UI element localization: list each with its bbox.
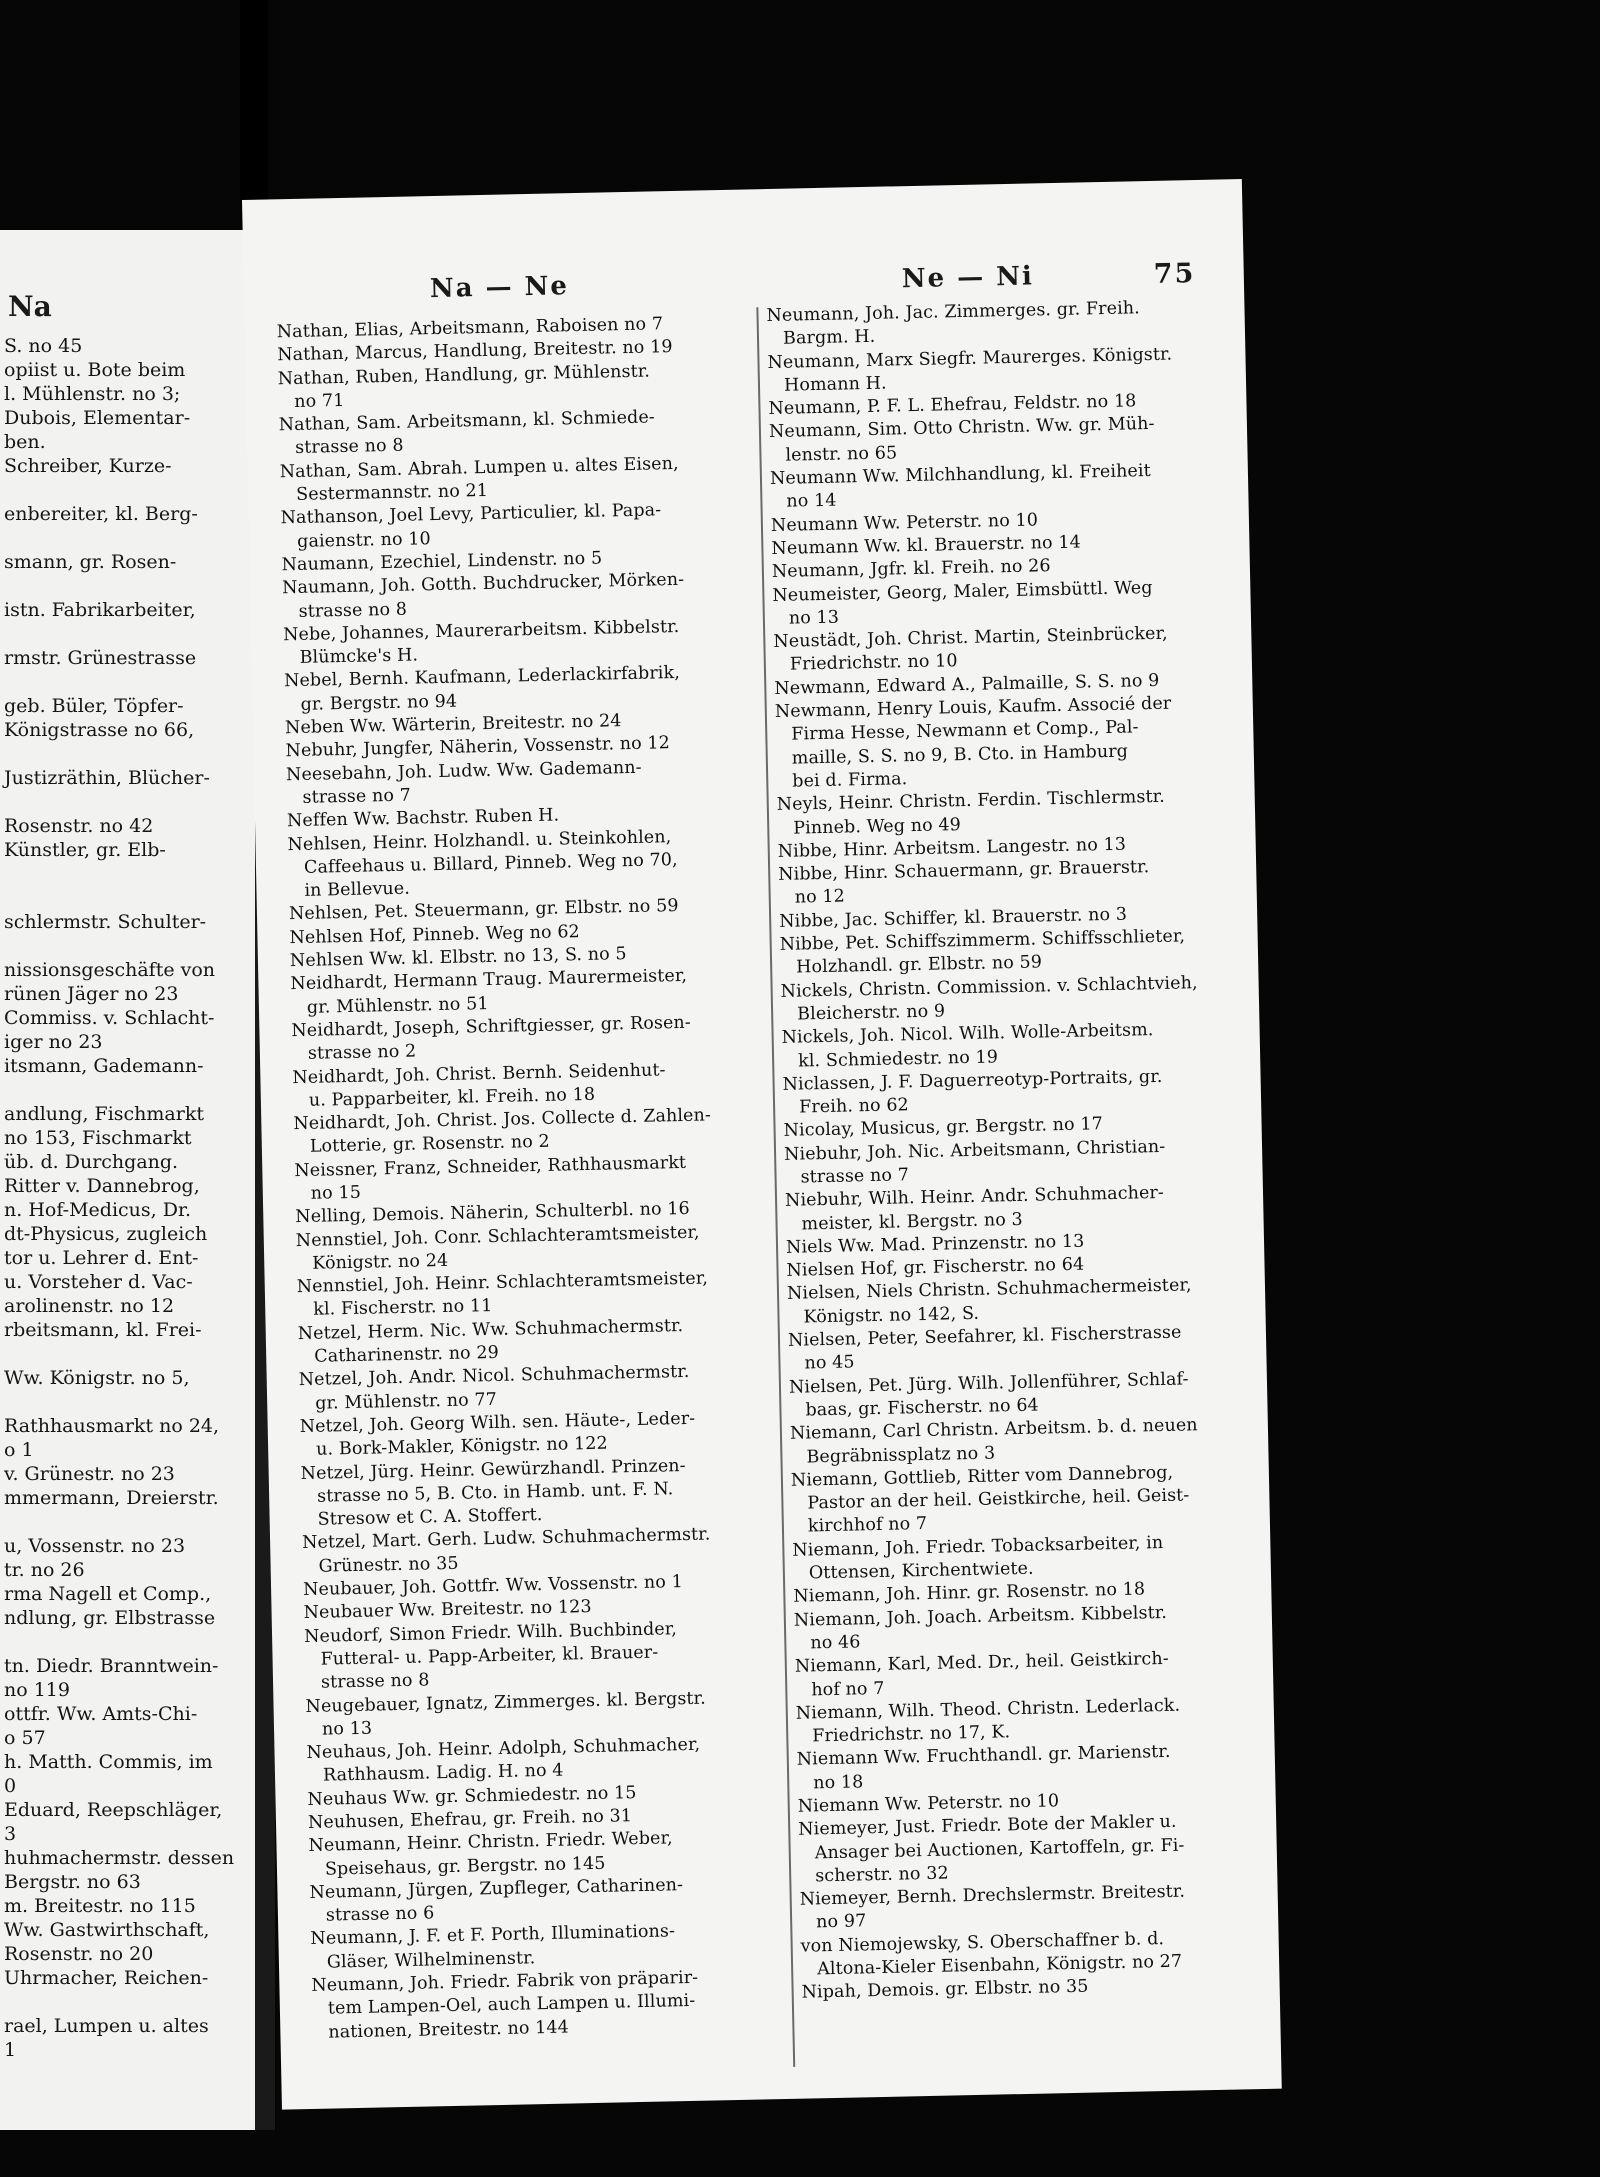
entry-line: S. no 45 (4, 335, 83, 357)
entry-line: Pinneb. Weg no 49 (793, 814, 962, 839)
entry-line: Neffen Ww. Bachstr. Ruben H. (286, 805, 560, 832)
entry-line: Neumann, Jgfr. kl. Freih. no 26 (771, 556, 1051, 583)
entry-line: kirchhof no 7 (807, 1514, 928, 1537)
entry-line: strasse no 7 (302, 785, 412, 808)
left-page-header: Na (8, 290, 52, 323)
entry-line: Neumann, Joh. Jac. Zimmerges. gr. Freih. (766, 298, 1141, 327)
entry-line: arolinenstr. no 12 (4, 1295, 175, 1317)
entry-line: o 57 (4, 1727, 46, 1749)
entry-line: tr. no 26 (4, 1559, 85, 1581)
entry-line: Schreiber, Kurze- (4, 455, 172, 477)
entry-line (4, 1630, 254, 1654)
entry-line: Neidhardt, Joh. Christ. Jos. Collecte d. Zahlen- (293, 1105, 712, 1135)
entry-line: Nibbe, Jac. Schiffer, kl. Brauerstr. no 3 (779, 904, 1128, 932)
right-page (242, 179, 1282, 2110)
entry-line: Netzel, Joh. Andr. Nicol. Schuhmachermstr. (298, 1362, 690, 1391)
entry-line: ottfr. Ww. Amts-Chi- (4, 1703, 198, 1725)
entry-line: Nielsen, Pet. Jürg. Wilh. Jollenführer, Schlaf- (788, 1369, 1189, 1398)
entry-line: no 71 (294, 390, 345, 412)
entry-line: Pastor an der heil. Geistkirche, heil. Geist- (807, 1485, 1190, 1514)
entry-line: huhmachermstr. dessen (4, 1847, 235, 1869)
entry-line: Königstr. no 142, S. (803, 1303, 980, 1328)
entry-line: Nathan, Elias, Arbeitsmann, Raboisen no 7 (276, 314, 664, 343)
entry-line: Neumann Ww. kl. Brauerstr. no 14 (771, 532, 1082, 559)
entry-line: Uhrmacher, Reichen- (4, 1967, 209, 1989)
entry-line: Netzel, Herm. Nic. Ww. Schuhmachermstr. (297, 1315, 684, 1344)
entry-line: in Bellevue. (304, 878, 411, 901)
entry-line: gaienstr. no 10 (296, 528, 431, 552)
entry-line: strasse no 8 (320, 1670, 430, 1693)
entry-line: Ottensen, Kirchentwiete. (808, 1558, 1034, 1584)
entry-line: Rathhausm. Ladig. H. no 4 (322, 1761, 564, 1787)
entry-line: no 14 (786, 490, 837, 513)
page-number: 75 (1153, 258, 1196, 290)
entry-line: Bergstr. no 63 (4, 1871, 141, 1893)
entry-line: no 153, Fischmarkt (4, 1127, 192, 1149)
entry-line: Neudorf, Simon Friedr. Wilh. Buchbinder, (303, 1618, 678, 1647)
entry-line: Niemann, Joh. Hinr. gr. Rosenstr. no 18 (793, 1579, 1146, 1608)
entry-line: Neumann, P. F. L. Ehefrau, Feldstr. no 18 (768, 391, 1137, 420)
entry-line: Niels Ww. Mad. Prinzenstr. no 13 (785, 1231, 1085, 1258)
entry-line: strasse no 8 (298, 599, 408, 622)
entry-line: Künstler, gr. Elb- (4, 839, 166, 861)
entry-line: Neidhardt, Joseph, Schriftgiesser, gr. Rosen- (291, 1012, 692, 1042)
entry-line: Niemann, Wilh. Theod. Christn. Lederlack. (795, 1695, 1181, 1724)
entry-line: Neumann Ww. Milchhandlung, kl. Freiheit (769, 461, 1151, 490)
entry-line: kl. Fischerstr. no 11 (313, 1296, 493, 1321)
entry-line: no 45 (804, 1352, 855, 1374)
entry-line: andlung, Fischmarkt (4, 1103, 204, 1125)
entry-line: Nipah, Demois. gr. Elbstr. no 35 (801, 1977, 1089, 2004)
entry-line: Neidhardt, Joh. Christ. Bernh. Seidenhut- (292, 1059, 666, 1088)
entry-line: v. Grünestr. no 23 (4, 1463, 175, 1485)
left-page-text (4, 334, 254, 2062)
entry-line: meister, kl. Bergstr. no 3 (801, 1209, 1024, 1235)
entry-line: Lotterie, gr. Rosenstr. no 2 (309, 1132, 551, 1158)
entry-line: Gläser, Wilhelminenstr. (326, 1948, 536, 1973)
entry-line: lenstr. no 65 (785, 443, 898, 466)
entry-line: Nebel, Bernh. Kaufmann, Lederlackirfabrik, (283, 663, 681, 692)
entry-line: Netzel, Jürg. Heinr. Gewürzhandl. Prinzen- (300, 1455, 686, 1484)
entry-line: Nennstiel, Joh. Conr. Schlachteramtsmeister, (295, 1222, 700, 1251)
entry-line: istn. Fabrikarbeiter, (4, 599, 196, 621)
entry-line: Neustädt, Joh. Christ. Martin, Steinbrücker, (773, 623, 1168, 653)
entry-line: Nibbe, Pet. Schiffszimmerm. Schiffsschlieter, (779, 926, 1186, 955)
entry-line: rma Nagell et Comp., (4, 1583, 212, 1605)
entry-line (4, 1342, 254, 1366)
entry-line (4, 526, 254, 550)
entry-line: no 13 (788, 607, 840, 629)
entry-line: schlermstr. Schulter- (4, 911, 207, 933)
entry-line: hof no 7 (811, 1678, 885, 1700)
entry-line: Sestermannstr. no 21 (295, 480, 489, 506)
header-right: Ne — Ni (901, 261, 1035, 295)
entry-line: Nathanson, Joel Levy, Particulier, kl. Papa- (280, 500, 662, 529)
entry-line: no 12 (794, 886, 846, 908)
entry-line (4, 742, 254, 766)
entry-line (4, 886, 254, 910)
entry-line: Nathan, Sam. Arbeitsmann, kl. Schmiede- (278, 407, 656, 436)
entry-line: Ww. Königstr. no 5, (4, 1367, 190, 1389)
entry-line: Nielsen Hof, gr. Fischerstr. no 64 (786, 1254, 1085, 1282)
entry-line: Nathan, Ruben, Handlung, gr. Mühlenstr. (277, 361, 651, 389)
entry-line: 1 (4, 2039, 17, 2061)
entry-line: Futteral- u. Papp-Arbeiter, kl. Brauer- (320, 1642, 659, 1670)
entry-line: Catharinenstr. no 29 (314, 1342, 500, 1367)
entry-line: o 1 (4, 1439, 34, 1461)
entry-line: ndlung, gr. Elbstrasse (4, 1607, 216, 1629)
entry-line: Nielsen, Peter, Seefahrer, kl. Fischerstrasse (787, 1322, 1182, 1351)
entry-line: Nickels, Joh. Nicol. Wilh. Wolle-Arbeitsm. (781, 1020, 1154, 1049)
entry-line: nissionsgeschäfte von (4, 959, 216, 981)
entry-line: Neubauer Ww. Breitestr. no 123 (303, 1597, 592, 1624)
entry-line: rünen Jäger no 23 (4, 983, 179, 1005)
entry-line: Nicolay, Musicus, gr. Bergstr. no 17 (783, 1114, 1104, 1142)
entry-line: Neuhaus Ww. gr. Schmiedestr. no 15 (307, 1782, 637, 1810)
entry-line: no 13 (321, 1718, 373, 1740)
entry-line: Niclassen, J. F. Daguerreotyp-Portraits, gr. (782, 1066, 1163, 1095)
entry-line: m. Breitestr. no 115 (4, 1895, 196, 1917)
entry-line: no 97 (815, 1911, 867, 1933)
entry-line: Grünestr. no 35 (318, 1553, 459, 1577)
entry-line: Commiss. v. Schlacht- (4, 1007, 215, 1029)
entry-line: Nebe, Johannes, Maurerarbeitsm. Kibbelstr. (282, 616, 680, 646)
entry-line: Nelling, Demois. Näherin, Schulterbl. no 16 (295, 1199, 691, 1228)
entry-line: u, Vossenstr. no 23 (4, 1535, 186, 1557)
entry-line: no 15 (310, 1182, 362, 1204)
entry-line: Neumann, Joh. Friedr. Fabrik von präparir- (311, 1967, 699, 1997)
entry-line: Neumann, Marx Siegfr. Maurerges. Königstr. (767, 344, 1173, 373)
header-left: Na — Ne (429, 271, 570, 305)
entry-line: no 119 (4, 1679, 70, 1701)
entry-line: smann, gr. Rosen- (4, 551, 177, 573)
entry-line (4, 670, 254, 694)
entry-line (4, 934, 254, 958)
entry-line: Neesebahn, Joh. Ludw. Ww. Gademann- (285, 757, 642, 785)
entry-line: itsmann, Gademann- (4, 1055, 204, 1077)
entry-line (4, 790, 254, 814)
directory-column-2 (766, 296, 1242, 2006)
entry-line: Niemeyer, Bernh. Drechslermstr. Breitestr. (799, 1881, 1186, 1910)
entry-line: Netzel, Joh. Georg Wilh. sen. Häute-, Leder- (299, 1408, 696, 1438)
entry-line: strasse no 5, B. Cto. in Hamb. unt. F. N. (316, 1479, 674, 1507)
entry-line: Neissner, Franz, Schneider, Rathhausmarkt (294, 1152, 687, 1181)
entry-line: strasse no 8 (295, 436, 404, 459)
entry-line: Neubauer, Joh. Gottfr. Ww. Vossenstr. no 1 (302, 1572, 684, 1601)
entry-line: Nehlsen, Pet. Steuermann, gr. Elbstr. no 59 (288, 896, 679, 925)
entry-line: Niemann, Gottlieb, Ritter vom Dannebrog, (790, 1462, 1174, 1491)
entry-line: Friedrichstr. no 17, K. (812, 1722, 1011, 1747)
entry-line: nationen, Breitestr. no 144 (328, 2017, 570, 2043)
entry-line: Neuhaus, Joh. Heinr. Adolph, Schuhmacher, (306, 1734, 701, 1764)
entry-line (4, 574, 254, 598)
entry-line: tor u. Lehrer d. Ent- (4, 1247, 199, 1269)
entry-line (4, 1510, 254, 1534)
entry-line: Niebuhr, Wilh. Heinr. Andr. Schuhmacher- (784, 1183, 1165, 1212)
entry-line: no 18 (813, 1772, 864, 1794)
directory-column-1 (277, 312, 753, 2045)
entry-line: Ww. Gastwirthschaft, (4, 1919, 210, 1941)
entry-line: Nibbe, Hinr. Schauermann, gr. Brauerstr. (778, 857, 1150, 886)
left-page (0, 230, 255, 2130)
entry-line (4, 1990, 254, 2014)
entry-line: Neumeister, Georg, Maler, Eimsbüttl. Weg (772, 577, 1153, 606)
entry-line: strasse no 2 (307, 1041, 417, 1065)
entry-line: 3 (4, 1823, 17, 1845)
entry-line: u. Papparbeiter, kl. Freih. no 18 (308, 1084, 596, 1111)
entry-line: Neidhardt, Hermann Traug. Maurermeister, (290, 966, 688, 995)
entry-line: Niebuhr, Joh. Nic. Arbeitsmann, Christian- (783, 1136, 1166, 1165)
entry-line: Neumann, J. F. et F. Porth, Illuminations- (310, 1921, 676, 1950)
entry-line: Eduard, Reepschläger, (4, 1799, 223, 1821)
entry-line: strasse no 6 (325, 1903, 435, 1926)
entry-line (4, 1390, 254, 1414)
entry-line: Stresow et C. A. Stoffert. (317, 1505, 543, 1530)
entry-line: Netzel, Mart. Gerh. Ludw. Schuhmachermstr. (301, 1524, 711, 1554)
entry-line: Nickels, Christn. Commission. v. Schlachtvieh, (780, 972, 1198, 1002)
entry-line: Neumann, Jürgen, Zupfleger, Catharinen- (309, 1875, 684, 1903)
entry-line: Königstr. no 24 (312, 1250, 449, 1274)
entry-line: Speisehaus, gr. Bergstr. no 145 (324, 1853, 606, 1880)
entry-line: Neugebauer, Ignatz, Zimmerges. kl. Bergstr. (305, 1688, 706, 1717)
entry-line: Ansager bei Auctionen, Kartoffeln, gr. Fi- (814, 1835, 1185, 1863)
entry-line: opiist u. Bote beim (4, 359, 186, 381)
entry-line: 0 (4, 1775, 17, 1797)
entry-line: Dubois, Elementar- (4, 407, 191, 429)
entry-line: Niemeyer, Just. Friedr. Bote der Makler u. (798, 1812, 1177, 1841)
entry-line: üb. d. Durchgang. (4, 1151, 179, 1173)
entry-line: Neben Ww. Wärterin, Breitestr. no 24 (284, 711, 622, 739)
entry-line: Niemann Ww. Fruchthandl. gr. Marienstr. (796, 1742, 1171, 1771)
entry-line: l. Mühlenstr. no 3; (4, 383, 181, 405)
entry-line: Niemann, Joh. Friedr. Tobacksarbeiter, in (792, 1532, 1164, 1561)
entry-line: Caffeehaus u. Billard, Pinneb. Weg no 70, (303, 849, 678, 878)
entry-line: Neuhusen, Ehefrau, gr. Freih. no 31 (307, 1806, 633, 1833)
entry-line: iger no 23 (4, 1031, 103, 1053)
entry-line: Homann H. (783, 373, 887, 396)
entry-line: geb. Büler, Töpfer- (4, 695, 184, 717)
entry-line: Nennstiel, Joh. Heinr. Schlachteramtsmeister, (296, 1268, 709, 1298)
entry-line: Rathhausmarkt no 24, (4, 1415, 220, 1437)
entry-line: u. Vorsteher d. Vac- (4, 1271, 193, 1293)
entry-line: Niemann, Karl, Med. Dr., heil. Geistkirch- (794, 1649, 1169, 1677)
entry-line: strasse no 7 (800, 1165, 910, 1188)
entry-line: Neyls, Heinr. Christn. Ferdin. Tischlermstr. (776, 787, 1166, 816)
entry-line: Königstrasse no 66, (4, 719, 195, 741)
entry-line: Nehlsen, Heinr. Holzhandl. u. Steinkohlen, (287, 826, 672, 855)
entry-line: mmermann, Dreierstr. (4, 1487, 219, 1509)
entry-line: Naumann, Ezechiel, Lindenstr. no 5 (281, 548, 603, 576)
entry-line: Freih. no 62 (798, 1095, 910, 1118)
entry-line: Neumann, Heinr. Christn. Friedr. Weber, (308, 1828, 673, 1857)
entry-line: Blümcke's H. (299, 645, 419, 669)
entry-line: Neumann Ww. Peterstr. no 10 (770, 510, 1039, 536)
entry-line (4, 622, 254, 646)
entry-line: Nathan, Sam. Abrah. Lumpen u. altes Eisen, (279, 453, 679, 483)
entry-line: Nehlsen Ww. kl. Elbstr. no 13, S. no 5 (289, 944, 627, 972)
entry-line: gr. Mühlenstr. no 77 (315, 1389, 498, 1414)
entry-line: rbeitsmann, kl. Frei- (4, 1319, 202, 1341)
entry-line: von Niemojewsky, S. Oberschaffner b. d. (800, 1928, 1165, 1957)
entry-line: Ritter v. Dannebrog, (4, 1175, 200, 1197)
entry-line: gr. Bergstr. no 94 (300, 691, 458, 715)
entry-line: Nehlsen Hof, Pinneb. Weg no 62 (289, 921, 581, 948)
entry-line: Nathan, Marcus, Handlung, Breitestr. no 19 (277, 337, 673, 366)
entry-line: Niemann, Joh. Joach. Arbeitsm. Kibbelstr. (793, 1602, 1168, 1631)
entry-line: Niemann Ww. Peterstr. no 10 (797, 1791, 1060, 1817)
entry-line: Neumann, Sim. Otto Christn. Ww. gr. Müh- (768, 414, 1155, 443)
entry-line: Newmann, Edward A., Palmaille, S. S. no 9 (774, 670, 1160, 699)
entry-line: tem Lampen-Oel, auch Lampen u. Illumi- (327, 1991, 696, 2019)
entry-line: ben. (4, 431, 46, 453)
entry-line: tn. Diedr. Branntwein- (4, 1655, 219, 1677)
entry-line: kl. Schmiedestr. no 19 (797, 1046, 999, 1072)
entry-line: rmstr. Grünestrasse (4, 647, 197, 669)
entry-line: no 46 (810, 1632, 861, 1654)
entry-line: Newmann, Henry Louis, Kaufm. Associé der (774, 693, 1172, 722)
entry-line: Justizräthin, Blücher- (4, 767, 210, 789)
entry-line: maille, S. S. no 9, B. Cto. in Hamburg (791, 741, 1129, 769)
entry-line: scherstr. no 32 (815, 1863, 949, 1887)
entry-line: Rosenstr. no 42 (4, 815, 154, 837)
entry-line: rael, Lumpen u. altes (4, 2015, 209, 2037)
entry-line: Bargm. H. (782, 327, 876, 349)
entry-line: Rosenstr. no 20 (4, 1943, 154, 1965)
entry-line: Naumann, Joh. Gotth. Buchdrucker, Mörken- (281, 570, 685, 599)
entry-line: n. Hof-Medicus, Dr. (4, 1199, 192, 1221)
entry-line: baas, gr. Fischerstr. no 64 (805, 1395, 1040, 1421)
entry-line: enbereiter, kl. Berg- (4, 503, 198, 525)
entry-line: Nebuhr, Jungfer, Näherin, Vossenstr. no 12 (285, 733, 671, 762)
entry-line: Niemann, Carl Christn. Arbeitsm. b. d. neuen (789, 1415, 1198, 1445)
entry-line: u. Bork-Makler, Königstr. no 122 (315, 1433, 608, 1460)
entry-line (4, 862, 254, 886)
entry-line: Altona-Kieler Eisenbahn, Königstr. no 27 (816, 1951, 1183, 1980)
entry-line: dt-Physicus, zugleich (4, 1223, 208, 1245)
entry-line: Holzhandl. gr. Elbstr. no 59 (795, 952, 1043, 978)
entry-line: Friedrichstr. no 10 (789, 651, 958, 676)
entry-line: bei d. Firma. (792, 769, 908, 792)
entry-line: Bleicherstr. no 9 (796, 1001, 946, 1025)
entry-line: h. Matth. Commis, im (4, 1751, 213, 1773)
entry-line (4, 1078, 254, 1102)
entry-line (4, 478, 254, 502)
entry-line: gr. Mühlenstr. no 51 (306, 993, 489, 1018)
entry-line: Firma Hesse, Newmann et Comp., Pal- (791, 717, 1139, 745)
entry-line: Nielsen, Niels Christn. Schuhmachermeister, (786, 1275, 1192, 1305)
entry-line: Begräbnissplatz no 3 (806, 1443, 996, 1467)
entry-line: Nibbe, Hinr. Arbeitsm. Langestr. no 13 (777, 834, 1127, 862)
